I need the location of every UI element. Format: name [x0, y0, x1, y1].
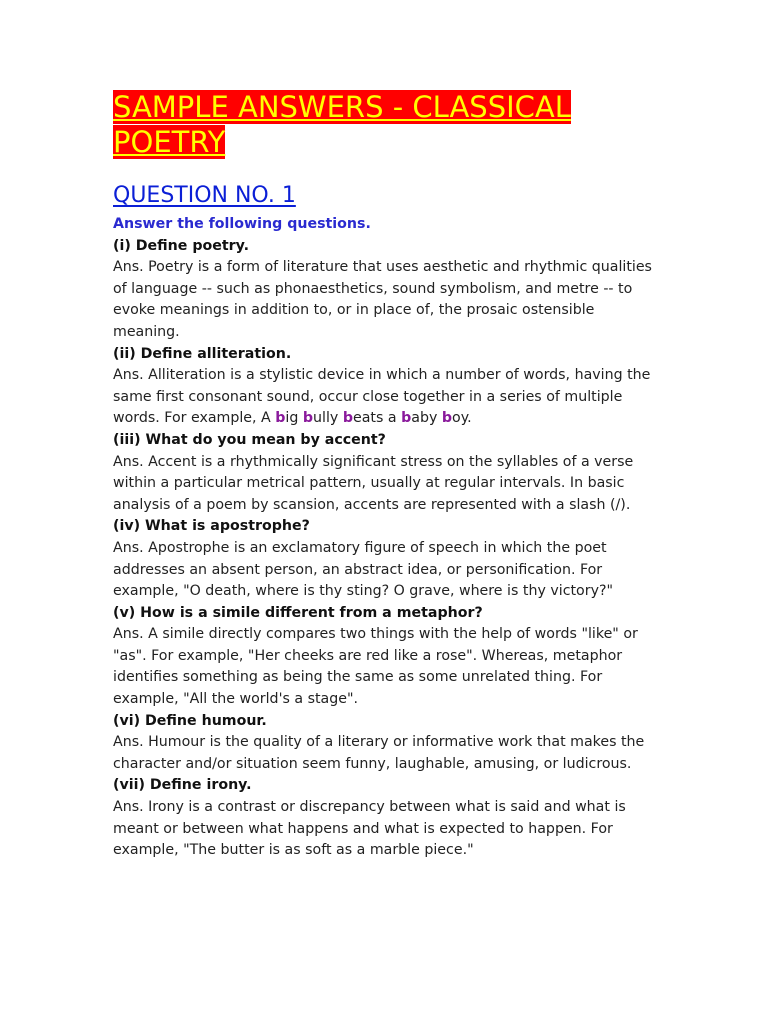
example-part: ig [285, 410, 303, 427]
example-part: ully [313, 410, 343, 427]
answer-1: Ans. Poetry is a form of literature that uses aesthetic and rhythmic qualities of language -- such as phonaesthetics, sound symbolism, and metre -- to evoke meanings in addition to, or in place of, the prosaic ostensible meaning. [113, 259, 652, 340]
question-3: (iii) What do you mean by accent? [113, 431, 386, 448]
example-part: oy. [452, 410, 472, 427]
question-4: (iv) What is apostrophe? [113, 518, 310, 535]
example-part: aby [411, 410, 442, 427]
question-1: (i) Define poetry. [113, 237, 249, 254]
question-5: (v) How is a simile different from a metaphor? [113, 604, 483, 621]
question-7: (vii) Define irony. [113, 777, 252, 794]
highlighted-letter: b [401, 410, 412, 427]
question-heading: QUESTION NO. 1 [113, 183, 296, 208]
document-title [113, 90, 663, 160]
question-2: (ii) Define alliteration. [113, 345, 292, 362]
highlighted-letter: b [441, 410, 453, 427]
highlighted-letter: b [342, 410, 353, 427]
instruction-text: Answer the following questions. [113, 216, 371, 232]
example-part: A [261, 410, 276, 427]
document-title-text: SAMPLE ANSWERS - CLASSICAL POETRY [113, 90, 571, 159]
document-page [113, 90, 663, 862]
answer-2-text: Ans. Alliteration is a stylistic device in which a number of words, having the same first consonant sound, occur close together in a series of multiple words. For example, [113, 367, 651, 427]
highlighted-letter: b [302, 410, 314, 427]
answer-2 [113, 365, 663, 430]
answer-7: Ans. Irony is a contrast or discrepancy between what is said and what is meant or between what happens and what is expected to happen. For example, "The butter is as soft as a marble piece." [113, 799, 626, 859]
answer-3: Ans. Accent is a rhythmically significant stress on the syllables of a verse within a particular metrical pattern, usually at regular intervals. In basic analysis of a poem by scansion, accents are represented with a slash (/). [113, 453, 634, 513]
answer-6: Ans. Humour is the quality of a literary or informative work that makes the character and/or situation seem funny, laughable, amusing, or ludicrous. [113, 734, 645, 772]
question-6: (vi) Define humour. [113, 712, 267, 729]
highlighted-letter: b [275, 410, 286, 427]
answer-4: Ans. Apostrophe is an exclamatory figure of speech in which the poet addresses an absent person, an abstract idea, or personification. For example, "O death, where is thy sting? O grave, where is thy victory?" [113, 539, 614, 600]
example-part: eats a [353, 410, 402, 427]
answer-5: Ans. A simile directly compares two things with the help of words "like" or "as". For example, "Her cheeks are red like a rose". Whereas, metaphor identifies something as being the same as some unrelated thing. For example, "All the world's a stage". [113, 626, 638, 708]
alliteration-example [261, 410, 472, 426]
